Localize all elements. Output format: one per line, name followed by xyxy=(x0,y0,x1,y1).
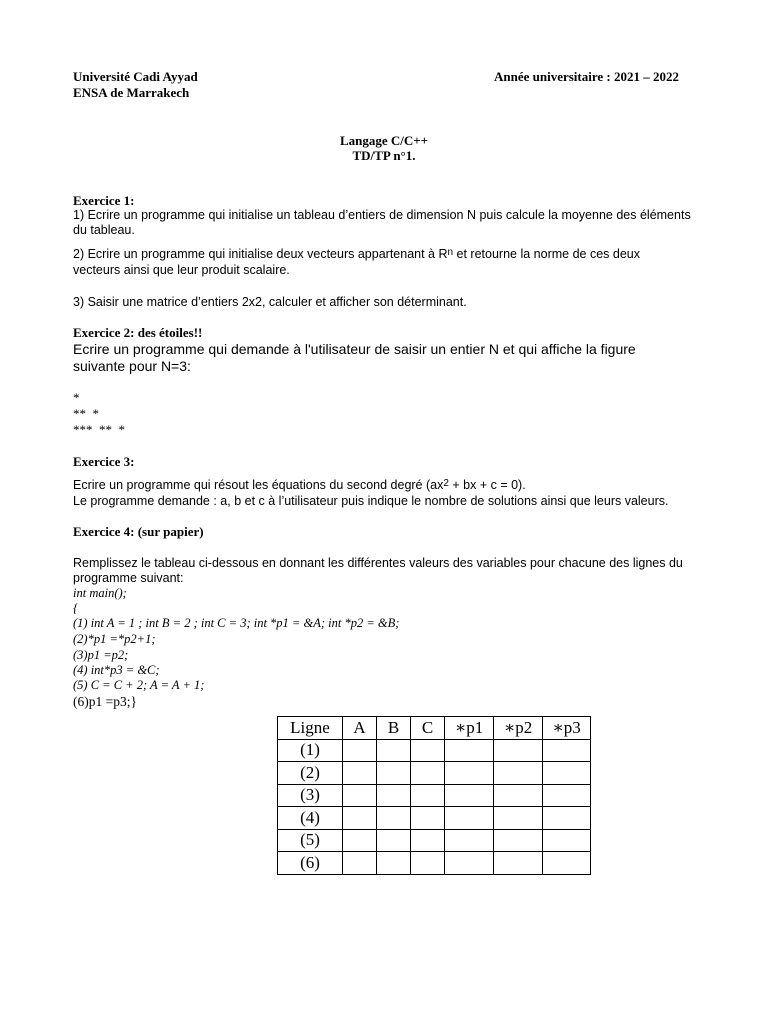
row-label: (6) xyxy=(278,852,343,875)
table-cell xyxy=(445,762,494,785)
table-cell xyxy=(543,829,591,852)
table-cell xyxy=(543,852,591,875)
exercise-2-text-line1: Ecrire un programme qui demande à l'utilisateur de saisir un entier N et qui affiche la figure xyxy=(73,341,636,357)
school-name: ENSA de Marrakech xyxy=(73,85,190,100)
table-cell xyxy=(343,829,377,852)
table-cell xyxy=(377,807,411,830)
table-cell xyxy=(377,784,411,807)
table-cell xyxy=(343,807,377,830)
exercise-1-question-2 xyxy=(73,247,640,261)
code-line-6: (4) int*p3 = &C; xyxy=(73,663,160,677)
table-cell xyxy=(411,739,445,762)
exercise-3-line2: Le programme demande : a, b et c à l’utilisateur puis indique le nombre de solutions ainsi que leurs valeurs. xyxy=(73,494,669,508)
table-cell xyxy=(445,829,494,852)
header-b: B xyxy=(377,717,411,740)
row-label: (1) xyxy=(278,739,343,762)
table-cell xyxy=(343,784,377,807)
table-cell xyxy=(494,807,543,830)
course-title: Langage C/C++ xyxy=(339,133,429,148)
header-ligne: Ligne xyxy=(278,717,343,740)
table-cell xyxy=(377,739,411,762)
variables-table xyxy=(277,716,591,875)
header-p1: ∗p1 xyxy=(445,717,494,740)
table-cell xyxy=(543,762,591,785)
table-cell xyxy=(543,739,591,762)
superscript-2: 2 xyxy=(443,478,449,489)
exercise-4-heading: Exercice 4: (sur papier) xyxy=(73,524,204,539)
table-cell xyxy=(411,807,445,830)
exercise-4-intro-line2: programme suivant: xyxy=(73,571,184,585)
row-label: (5) xyxy=(278,829,343,852)
table-cell xyxy=(494,784,543,807)
university-name: Université Cadi Ayyad xyxy=(73,69,198,84)
exercise-4-intro-line1: Remplissez le tableau ci-dessous en donnant les différentes valeurs des variables pour chacune des lignes du xyxy=(73,556,683,570)
table-cell xyxy=(494,852,543,875)
table-cell xyxy=(445,739,494,762)
exercise-3-line1 xyxy=(73,478,526,492)
table-cell xyxy=(445,807,494,830)
exercise-1-question-2-part2: et retourne la norme de ces deux xyxy=(453,247,640,261)
exercise-1-heading: Exercice 1: xyxy=(73,193,135,208)
row-label: (3) xyxy=(278,784,343,807)
exercise-1-question-2-continued: vecteurs ainsi que leur produit scalaire. xyxy=(73,263,290,277)
td-title: TD/TP n°1. xyxy=(352,148,416,163)
exercise-2-heading: Exercice 2: des étoiles!! xyxy=(73,325,203,340)
table-cell xyxy=(494,762,543,785)
exercise-1-question-2-part1: 2) Ecrire un programme qui initialise deux vecteurs appartenant à R xyxy=(73,247,448,261)
code-line-7: (5) C = C + 2; A = A + 1; xyxy=(73,678,205,692)
table-cell xyxy=(411,784,445,807)
table-cell xyxy=(494,829,543,852)
table-cell xyxy=(445,852,494,875)
table-row xyxy=(278,829,591,852)
header-p2: ∗p2 xyxy=(494,717,543,740)
table-row xyxy=(278,852,591,875)
code-line-5: (3)p1 =p2; xyxy=(73,648,129,662)
table-row xyxy=(278,739,591,762)
table-cell xyxy=(445,784,494,807)
row-label: (4) xyxy=(278,807,343,830)
table-cell xyxy=(377,829,411,852)
table-cell xyxy=(343,739,377,762)
table-cell xyxy=(543,784,591,807)
row-label: (2) xyxy=(278,762,343,785)
star-row-2: ** * xyxy=(73,406,99,421)
table-cell xyxy=(411,762,445,785)
table-cell xyxy=(343,852,377,875)
code-line-2: { xyxy=(73,601,78,615)
exercise-1-question-1: 1) Ecrire un programme qui initialise un tableau d’entiers de dimension N puis calcule la moyenne des éléments du tableau. xyxy=(73,208,691,237)
table-row xyxy=(278,762,591,785)
exercise-1-question-3: 3) Saisir une matrice d’entiers 2x2, calculer et afficher son déterminant. xyxy=(73,295,467,309)
star-row-3: *** ** * xyxy=(73,422,125,437)
table-row xyxy=(278,807,591,830)
table-header-row xyxy=(278,717,591,740)
academic-year: Année universitaire : 2021 – 2022 xyxy=(494,69,679,84)
table-cell xyxy=(377,762,411,785)
header-a: A xyxy=(343,717,377,740)
code-line-1: int main(); xyxy=(73,586,127,600)
header-c: C xyxy=(411,717,445,740)
table-cell xyxy=(494,739,543,762)
superscript-n: n xyxy=(447,247,454,258)
table-cell xyxy=(411,852,445,875)
star-row-1: * xyxy=(73,390,80,405)
exercise-3-heading: Exercice 3: xyxy=(73,454,135,469)
code-line-4: (2)*p1 =*p2+1; xyxy=(73,632,156,646)
code-line-3: (1) int A = 1 ; int B = 2 ; int C = 3; int *p1 = &A; int *p2 = &B; xyxy=(73,616,400,630)
exercise-3-line1-part1: Ecrire un programme qui résout les équations du second degré (ax xyxy=(73,478,444,492)
table-cell xyxy=(377,852,411,875)
exercise-2-text-line2: suivante pour N=3: xyxy=(73,358,191,374)
table-row xyxy=(278,784,591,807)
table-cell xyxy=(411,829,445,852)
exercise-3-line1-part2: + bx + c = 0). xyxy=(448,478,526,492)
code-line-8: (6)p1 =p3;} xyxy=(73,694,137,709)
table-cell xyxy=(343,762,377,785)
header-p3: ∗p3 xyxy=(543,717,591,740)
table-cell xyxy=(543,807,591,830)
